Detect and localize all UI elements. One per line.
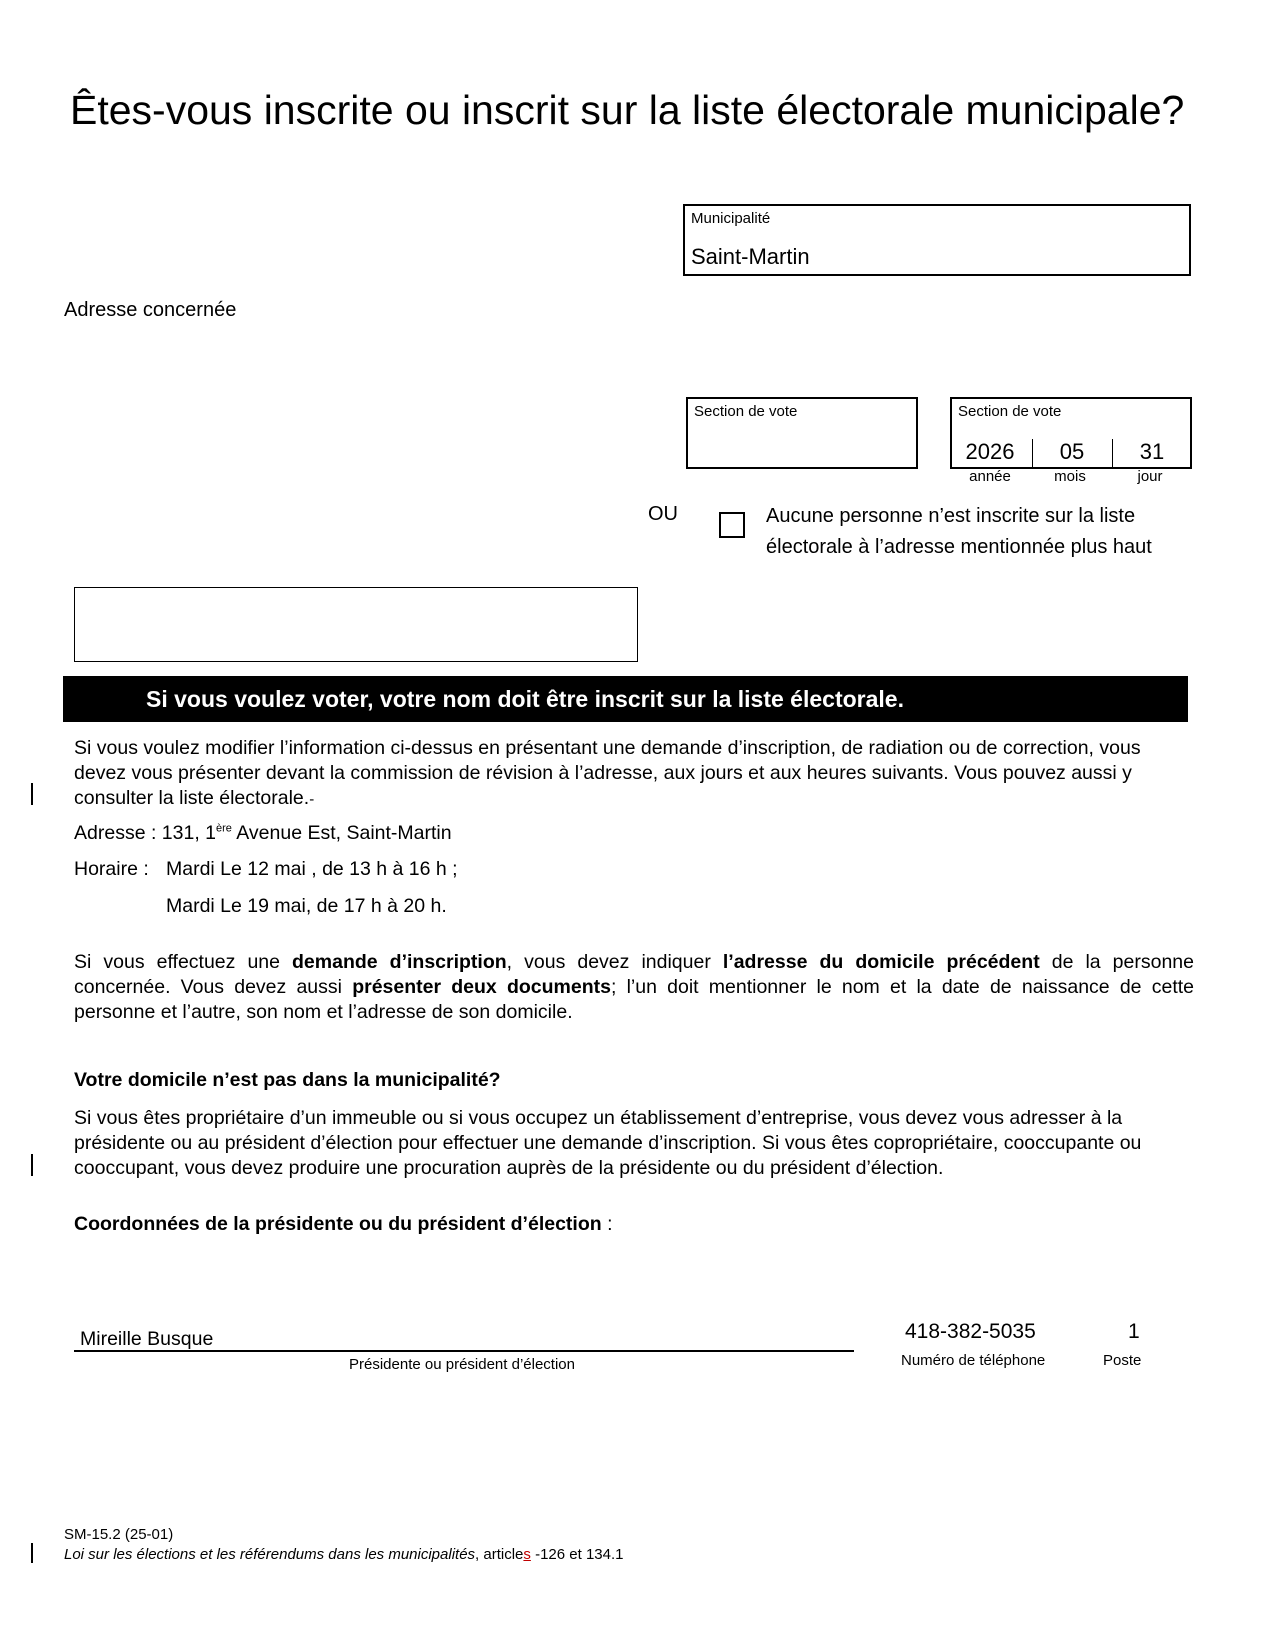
contact-heading [74,1212,613,1237]
inscription-paragraph [74,950,1194,1025]
revision-address-suffix: Avenue Est, Saint-Martin [231,822,452,844]
vote-banner: Si vous voulez voter, votre nom doit être inscrit sur la liste électorale. [63,676,1188,722]
phone-caption: Numéro de téléphone [901,1352,1046,1369]
signature-line [74,1350,854,1352]
inscription-text-1: Si vous effectuez une [74,951,293,973]
inscription-bold-3: présenter deux documents [352,976,611,998]
revision-address-sup: ère [216,822,232,835]
revision-paragraph [74,736,1194,812]
voting-section-field[interactable] [686,397,918,469]
law-articles-prefix: , article [475,1546,524,1563]
form-code: SM-15.2 (25-01) [64,1526,174,1543]
inscription-bold-1: demande d’inscription [292,951,507,973]
revision-address [74,821,452,846]
change-bar [31,783,33,805]
president-caption: Présidente ou président d’élection [349,1356,575,1373]
extension-caption: Poste [1103,1352,1142,1369]
municipality-label: Municipalité [691,210,771,227]
law-articles-s: s [523,1546,531,1563]
law-articles-suffix: -126 et 134.1 [530,1546,624,1563]
schedule-line-1: Mardi Le 12 mai , de 13 h à 16 h ; [166,858,458,880]
schedule-line-2: Mardi Le 19 mai, de 17 h à 20 h. [166,895,447,917]
no-person-text [766,501,1152,563]
day-caption: jour [1137,468,1163,485]
change-bar [31,1543,33,1563]
extension-number: 1 [1128,1320,1140,1343]
date-month: 05 [1059,439,1085,464]
name-box[interactable] [74,587,638,662]
inscription-bold-2: l’adresse du domicile précédent [722,951,1040,973]
date-year: 2026 [965,439,1015,464]
month-caption: mois [1054,468,1086,485]
inscription-text-3: de la personne concernée. Vous devez aussi [74,951,1194,998]
date-field-label: Section de vote [958,403,1062,420]
phone-number: 418-382-5035 [905,1320,1036,1343]
change-bar [31,1154,33,1176]
schedule-label: Horaire : [74,858,149,880]
revision-trailing-mark: - [309,791,315,808]
revision-text: Si vous voulez modifier l’information ci-dessus en présentant une demande d’inscription, de radiation ou de correction, vous devez vous présenter devant la commission de révision à l’adresse, aux jours et aux heures suivants. Vous pouvez aussi y consulter la liste électorale. [74,737,1141,809]
address-label: Adresse concernée [64,299,237,321]
no-person-line-1: Aucune personne n’est inscrite sur la liste [766,505,1136,527]
contact-heading-text: Coordonnées de la présidente ou du président d’élection [74,1213,602,1235]
municipality-value: Saint-Martin [691,244,810,269]
law-title: Loi sur les élections et les référendums dans les municipalités [64,1546,476,1563]
date-field[interactable] [950,397,1192,469]
contact-heading-suffix: : [601,1213,613,1235]
no-person-checkbox[interactable] [719,512,745,538]
or-label: OU [648,503,678,525]
inscription-text-4: ; l’un doit mentionner le nom et la date de naissance de cette personne et l’autre, son nom et l’adresse de son domicile. [74,976,1194,1023]
date-day: 31 [1139,439,1165,464]
law-reference [64,1546,623,1563]
voting-section-label: Section de vote [694,403,798,420]
year-caption: année [969,468,1011,485]
page-title: Êtes-vous inscrite ou inscrit sur la liste électorale municipale? [70,87,1185,133]
no-person-line-2: électorale à l’adresse mentionnée plus haut [766,536,1152,558]
non-resident-paragraph: Si vous êtes propriétaire d’un immeuble ou si vous occupez un établissement d’entreprise, vous devez vous adresser à la présidente ou au président d’élection pour effectuer une demande d’inscription. Si vous êtes copropriétaire, cooccupante ou cooccupant, vous devez produire une procuration auprès de la présidente ou du président d’élection. [74,1107,1142,1179]
president-name: Mireille Busque [80,1328,214,1350]
non-resident-heading: Votre domicile n’est pas dans la municipalité? [74,1069,501,1091]
municipality-field[interactable] [683,204,1191,276]
revision-address-prefix: Adresse : 131, 1 [74,822,217,844]
inscription-text-2: , vous devez indiquer [506,951,723,973]
